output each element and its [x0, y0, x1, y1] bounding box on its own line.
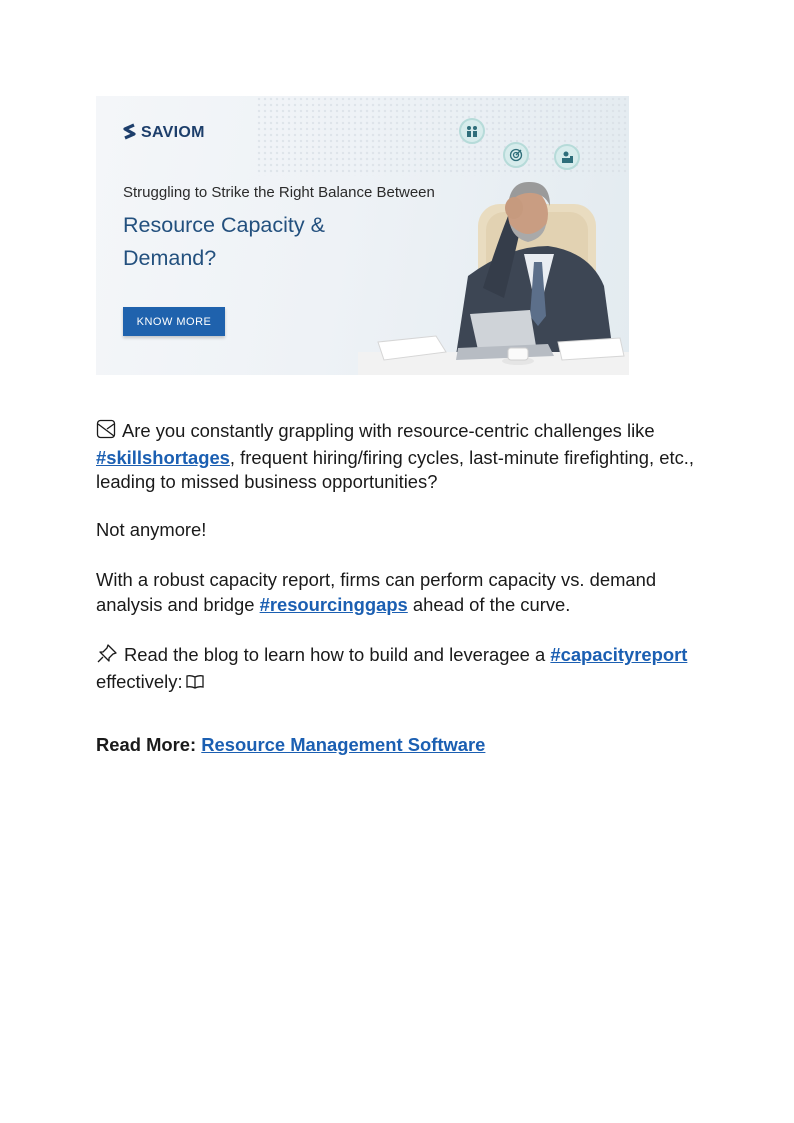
envelope-icon — [96, 419, 116, 446]
target-icon — [503, 142, 529, 168]
capacity-lead-text: With a robust capacity report, firms can perform capacity vs. demand analysis and bridge — [96, 569, 657, 615]
capacity-rest-text: ahead of the curve. — [412, 593, 571, 615]
blog-lead-text: Read the blog to learn how to build and leveragee a — [124, 644, 546, 665]
saviom-logo-icon — [122, 123, 136, 143]
hashtag-skillshortages[interactable]: #skillshortages — [96, 446, 230, 468]
capacity-paragraph — [96, 568, 696, 617]
blog-paragraph — [96, 643, 696, 696]
read-more-label: Read More: — [96, 734, 197, 755]
not-anymore-text: Not anymore! — [96, 519, 207, 540]
intro-lead-text: Are you constantly grappling with resource-centric challenges like — [122, 420, 655, 441]
intro-rest-text: , frequent hiring/firing cycles, last-minute firefighting, etc., leading to missed business opportunities? — [96, 446, 694, 492]
open-book-icon — [185, 672, 205, 697]
banner-subtitle: Struggling to Strike the Right Balance Between — [123, 184, 435, 201]
businessman-photo — [358, 166, 629, 375]
intro-paragraph — [96, 419, 696, 495]
resource-management-software-link[interactable]: Resource Management Software — [201, 734, 486, 755]
pushpin-icon — [96, 643, 118, 670]
blog-rest-text: effectively: — [96, 670, 183, 692]
hashtag-capacityreport[interactable]: #capacityreport — [550, 644, 688, 665]
saviom-logo — [122, 123, 205, 143]
know-more-button[interactable]: KNOW MORE — [123, 307, 225, 336]
brand-name: SAVIOM — [141, 124, 205, 141]
banner-headline: Resource Capacity & Demand? — [123, 213, 325, 270]
team-icon — [459, 118, 485, 144]
hashtag-resourcinggaps[interactable]: #resourcinggaps — [259, 593, 408, 615]
read-more-line — [96, 733, 485, 758]
promo-banner[interactable] — [96, 96, 629, 375]
